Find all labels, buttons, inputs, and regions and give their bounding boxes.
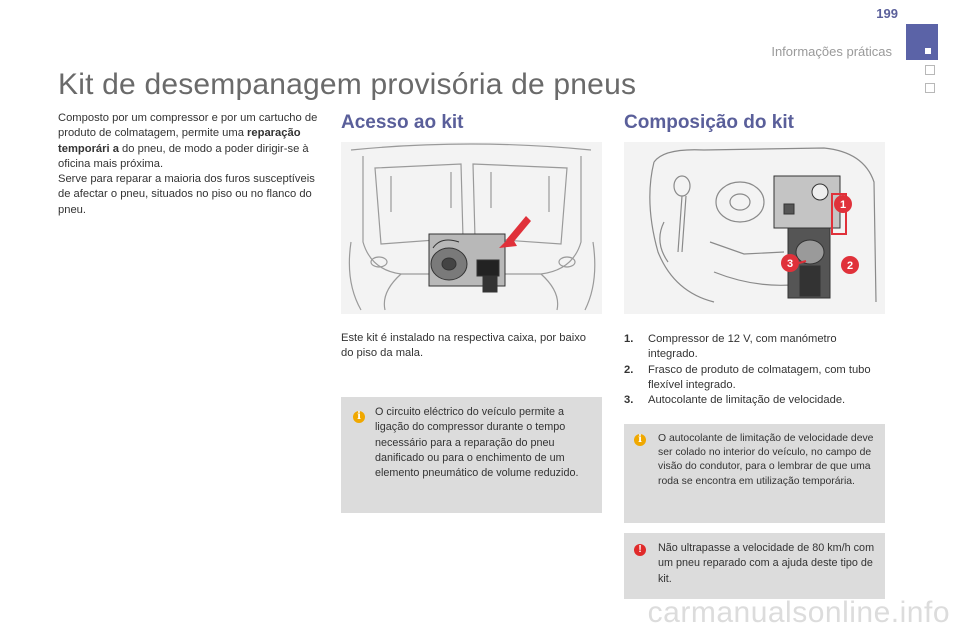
access-text: Este kit é instalado na respectiva caixa, por baixo do piso da mala. [341,332,587,360]
list-item-number: 2. [624,363,634,376]
page-title: Kit de desempanagem provisória de pneus [58,68,637,101]
warning-note-speed [624,533,885,599]
page-number: 199 [876,6,898,21]
intro-text-part: Composto por um compressor e por um cartucho de produto de colmatagem, permite uma [58,112,318,140]
list-item-text: Autocolante de limitação de velocidade. [648,394,846,407]
chapter-tab-box [925,83,935,93]
note-text: Não ultrapasse a velocidade de 80 km/h com um pneu reparado com a ajuda deste tipo de kit. [658,542,875,585]
kit-drawing [624,142,885,314]
list-item-number: 3. [624,394,634,407]
info-note-sticker [624,424,885,523]
callout-1: 1 [839,199,847,211]
section-label: Informações práticas [771,44,892,59]
callout-3: 3 [786,258,794,270]
list-item [624,363,886,394]
composition-list [624,332,886,408]
trunk-illustration [341,142,602,314]
list-item [624,393,886,408]
info-icon: i [634,434,646,446]
list-item-text: Compressor de 12 V, com manómetro integrado. [648,333,837,361]
trunk-drawing [341,142,602,314]
composition-heading: Composição do kit [624,112,794,133]
watermark: carmanualsonline.info [647,596,950,629]
note-text: O circuito eléctrico do veículo permite a ligação do compressor durante o tempo necessário para a reparação do pneu danificado ou para o enchimento de um elemento pneumático de volume reduzido. [375,406,579,480]
kit-illustration [624,142,885,314]
note-text: O autocolante de limitação de velocidade deve ser colado no interior do veículo, no campo de visão do condutor, para o lembrar de que uma roda se encontra em utilização temporária. [658,433,874,487]
warning-icon: ! [634,544,646,556]
intro-paragraph [58,111,324,172]
intro-bold-text: reparação temporári a [58,127,301,155]
chapter-tab-box [925,65,935,75]
info-icon: i [353,411,365,423]
list-item [624,332,886,363]
intro-text [58,111,324,218]
intro-paragraph: Serve para reparar a maioria dos furos susceptíveis de afectar o pneu, situados no piso ou no flanco do pneu. [58,173,315,216]
list-item-text: Frasco de produto de colmatagem, com tubo flexível integrado. [648,363,871,391]
intro-text-part: do pneu, de modo a poder dirigir-se à oficina mais próxima. [58,142,309,170]
info-note-circuit [341,397,602,513]
access-heading: Acesso ao kit [341,112,464,133]
callout-2: 2 [846,260,854,272]
list-item-number: 1. [624,333,634,345]
chapter-tab-marker [906,24,938,60]
